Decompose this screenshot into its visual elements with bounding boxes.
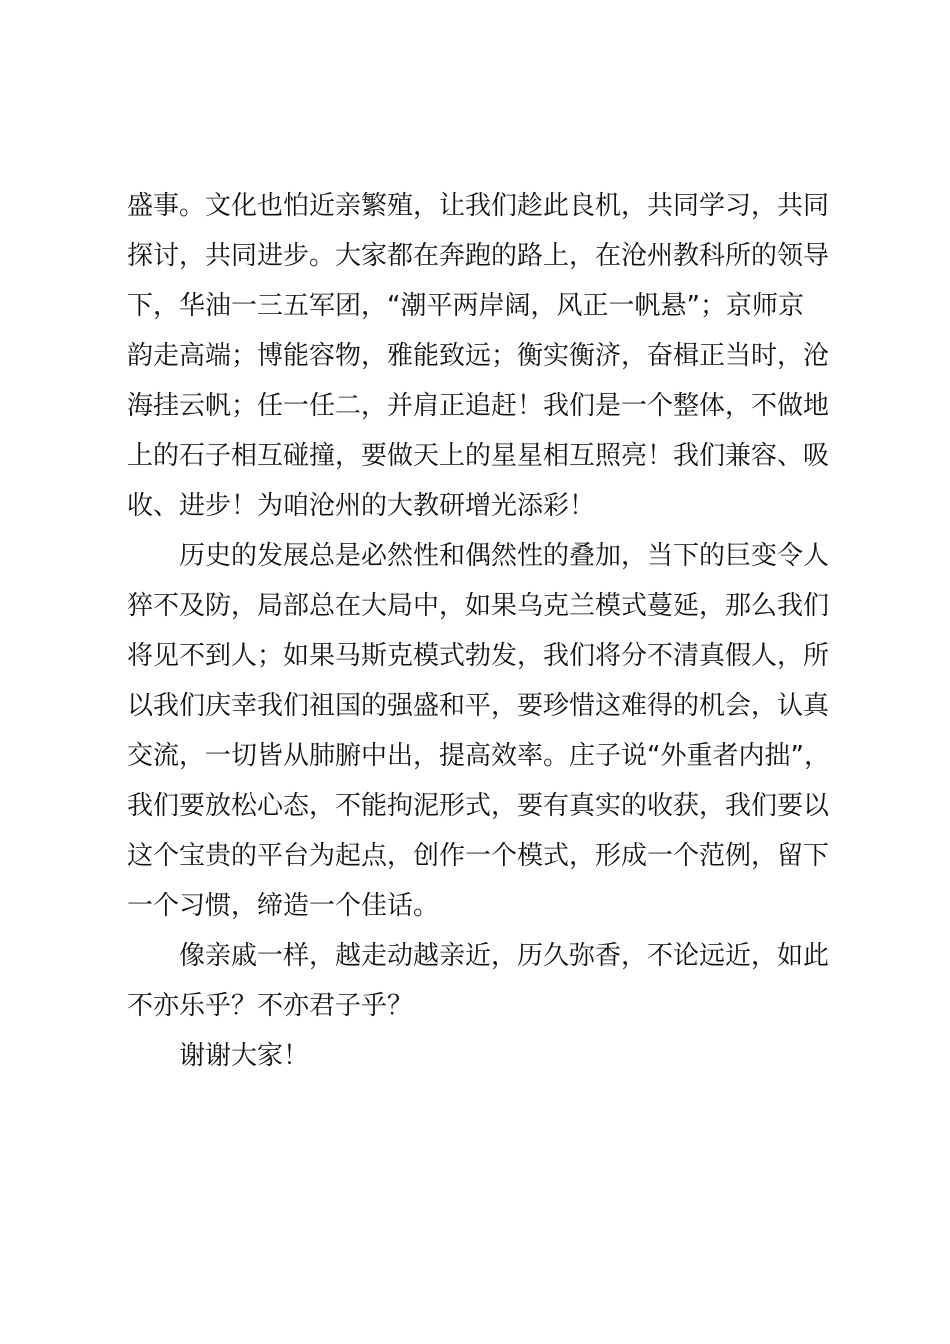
text-line: 以我们庆幸我们祖国的强盛和平，要珍惜这难得的机会，认真 bbox=[127, 691, 830, 721]
text-line: 韵走高端；博能容物，雅能致远；衡实衡济，奋楫正当时，沧 bbox=[127, 341, 830, 371]
text-line: 这个宝贵的平台为起点，创作一个模式，形成一个范例，留下 bbox=[127, 841, 830, 871]
paragraph-start-line: 像亲戚一样，越走动越亲近，历久弥香，不论远近，如此 bbox=[179, 941, 830, 971]
text-line: 盛事。文化也怕近亲繁殖，让我们趁此良机，共同学习，共同 bbox=[127, 191, 830, 221]
text-line: 不亦乐乎？不亦君子乎？ bbox=[127, 991, 414, 1021]
text-line: 猝不及防，局部总在大局中，如果乌克兰模式蔓延，那么我们 bbox=[127, 591, 830, 621]
text-line: 一个习惯，缔造一个佳话。 bbox=[127, 891, 440, 921]
text-line: 下，华油一三五军团，“潮平两岸阔，风正一帆悬”；京师京 bbox=[127, 291, 804, 321]
text-line: 我们要放松心态，不能拘泥形式，要有真实的收获，我们要以 bbox=[127, 791, 830, 821]
text-line: 将见不到人；如果马斯克模式勃发，我们将分不清真假人，所 bbox=[127, 641, 830, 671]
document-body bbox=[127, 181, 837, 1081]
paragraph-start-line: 历史的发展总是必然性和偶然性的叠加，当下的巨变令人 bbox=[179, 541, 830, 571]
closing-line: 谢谢大家！ bbox=[179, 1041, 310, 1071]
text-line: 上的石子相互碰撞，要做天上的星星相互照亮！我们兼容、吸 bbox=[127, 441, 830, 471]
text-line: 交流，一切皆从肺腑中出，提高效率。庄子说“外重者内拙”， bbox=[127, 741, 830, 771]
text-line: 探讨，共同进步。大家都在奔跑的路上，在沧州教科所的领导 bbox=[127, 241, 830, 271]
text-line: 收、进步！为咱沧州的大教研增光添彩！ bbox=[127, 491, 596, 521]
text-line: 海挂云帆；任一任二，并肩正追赶！我们是一个整体，不做地 bbox=[127, 391, 830, 421]
